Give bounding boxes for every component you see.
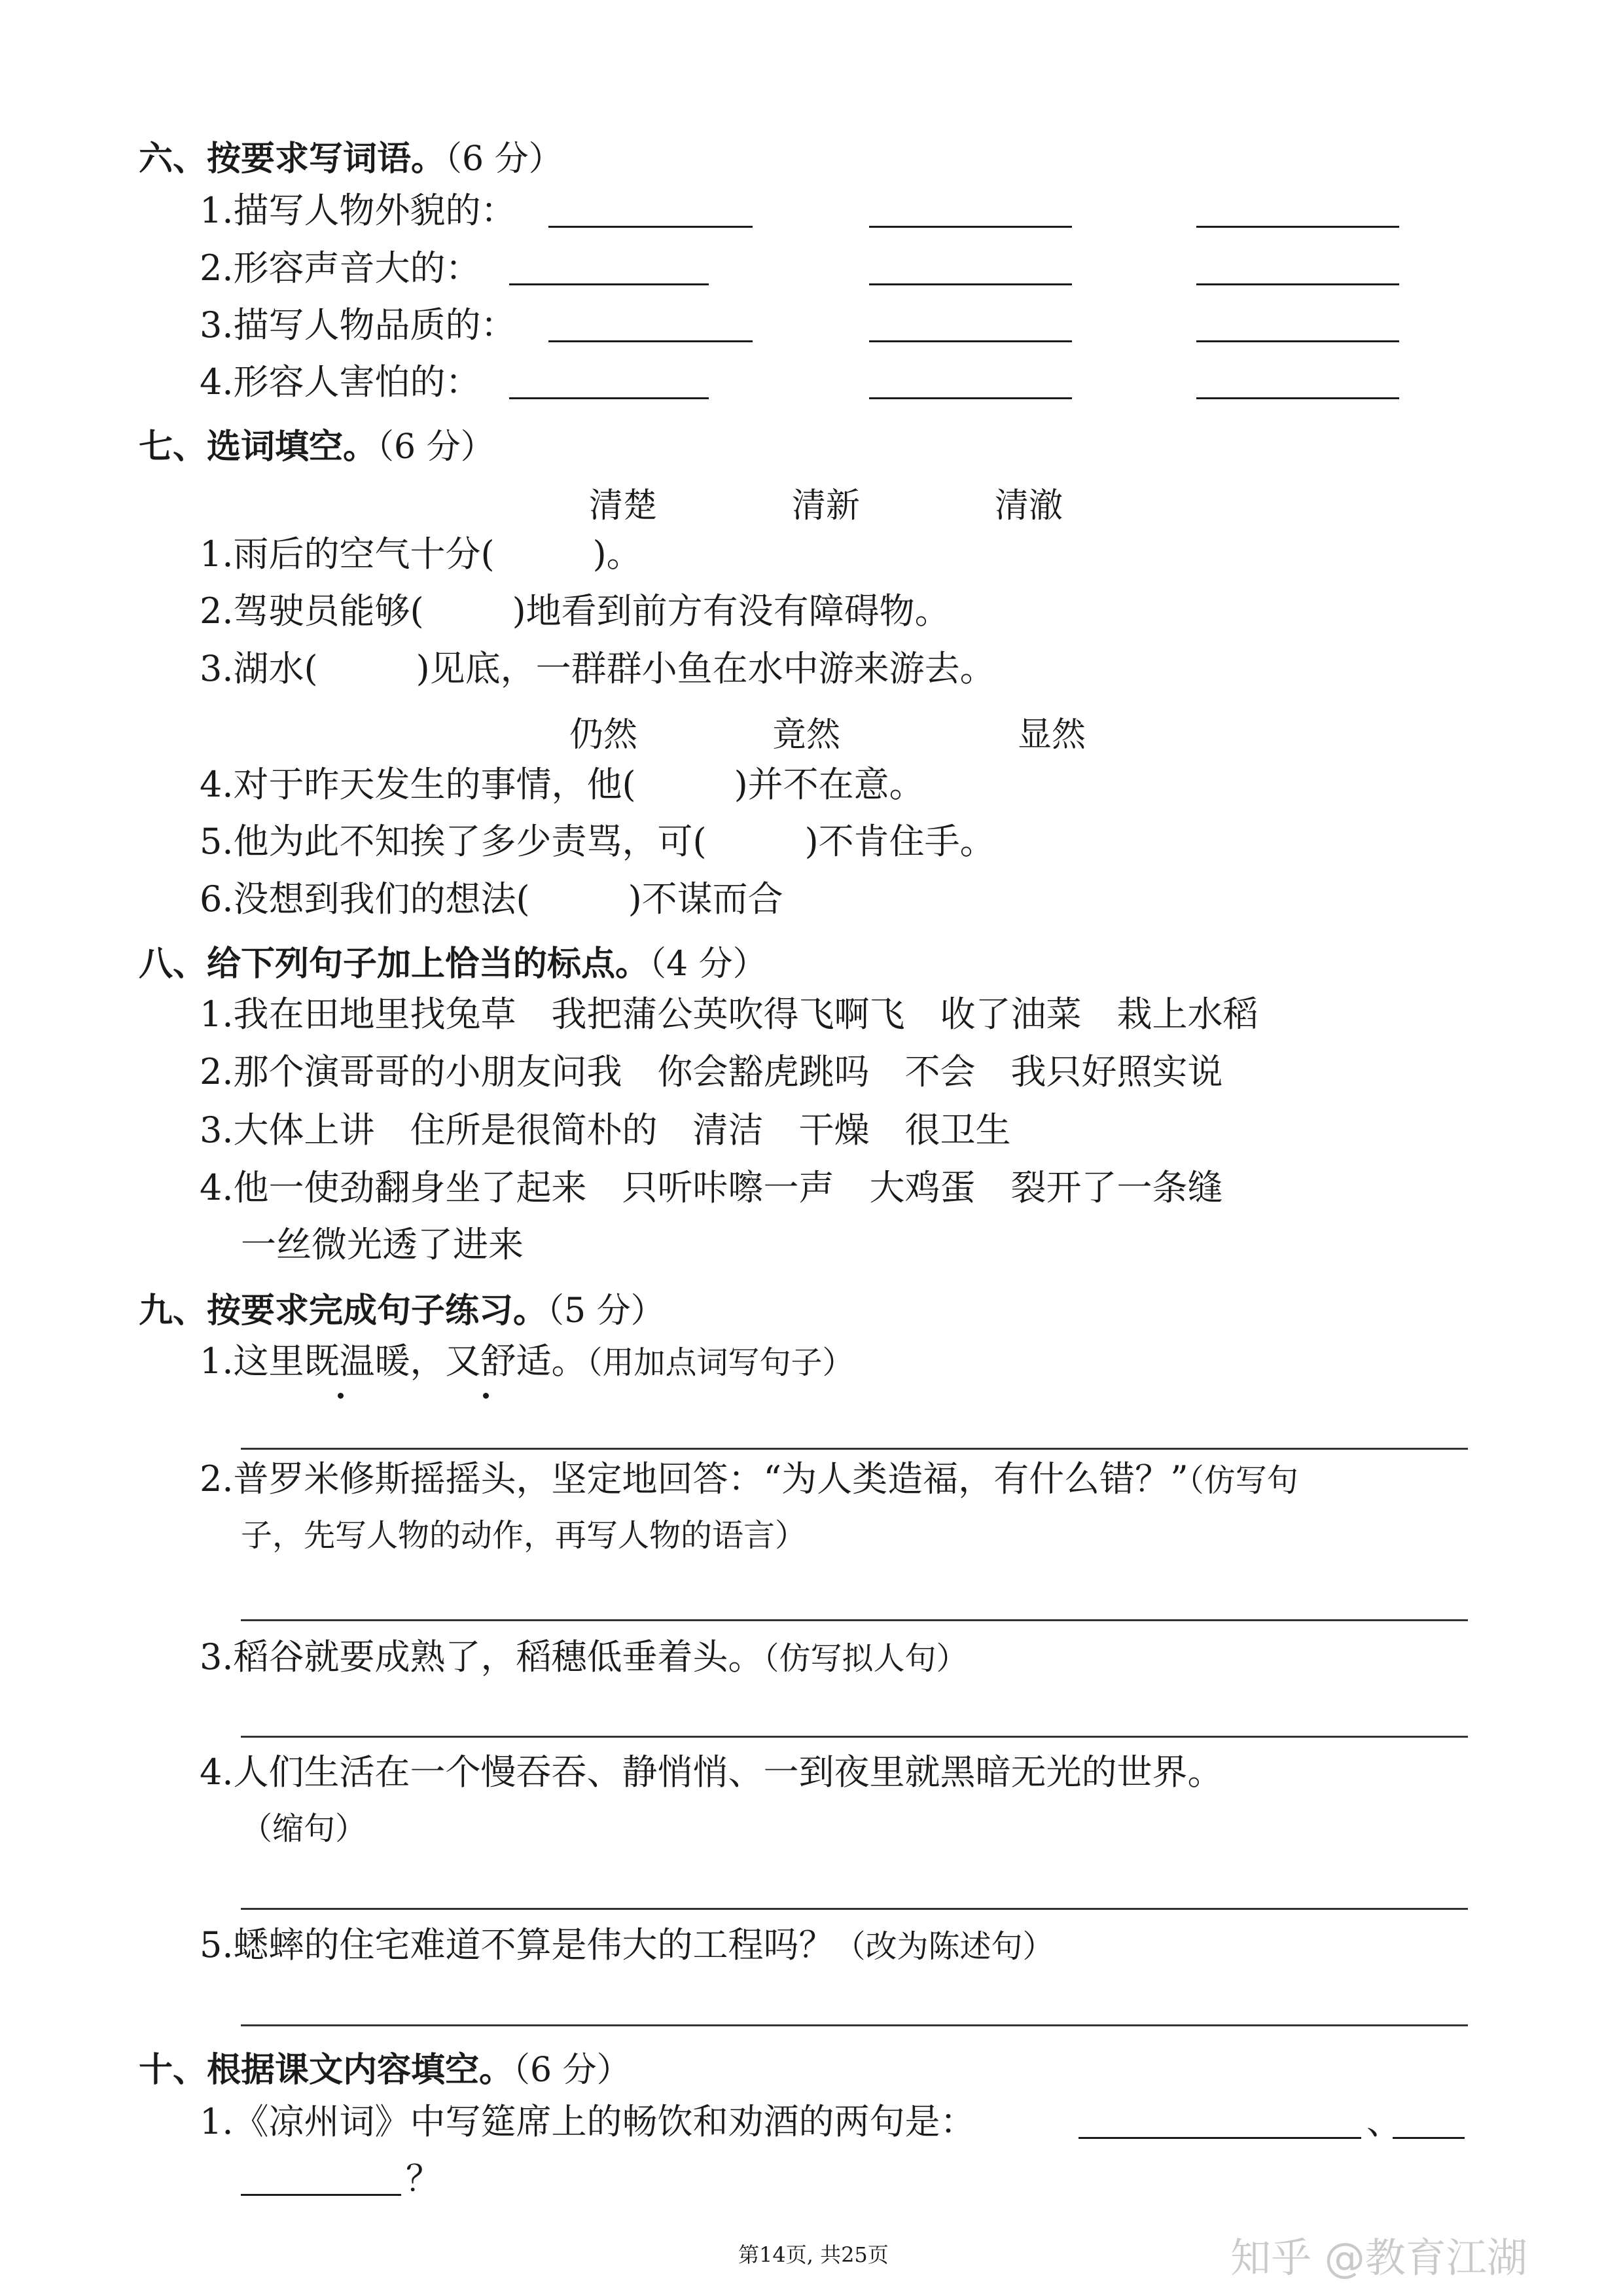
word-bank-2-item-3: 显然 bbox=[1018, 715, 1086, 755]
s6-item-4: 4.形容人害怕的： bbox=[200, 361, 481, 403]
s7-item-6-text: 6.没想到我们的想法( bbox=[200, 878, 530, 920]
section-9-points: （5 分） bbox=[547, 1291, 665, 1331]
section-7-title bbox=[139, 419, 495, 468]
s7-item-4-text: 4.对于昨天发生的事情，他( bbox=[200, 764, 636, 805]
s6-blank-3a[interactable] bbox=[548, 340, 753, 342]
section-6-points: （6 分） bbox=[445, 139, 563, 179]
s7-item-6-end: )不谋而合 bbox=[628, 878, 783, 920]
s9-q5-answer-line[interactable] bbox=[241, 2024, 1468, 2026]
section-9-heading: 九、按要求完成句子练习。 bbox=[139, 1291, 548, 1331]
s9-q3-hint: （仿写拟人句） bbox=[763, 1640, 968, 1677]
s6-blank-2c[interactable] bbox=[1196, 283, 1399, 285]
section-6-heading: 六、按要求写词语。 bbox=[139, 139, 446, 179]
s9-q5 bbox=[200, 1924, 1054, 1965]
word-bank-2-item-1: 仍然 bbox=[569, 715, 638, 755]
s8-item-4-continued: 一丝微光透了进来 bbox=[241, 1224, 524, 1265]
s9-q3 bbox=[200, 1636, 968, 1677]
emphasis-dot bbox=[338, 1393, 344, 1399]
section-10-title bbox=[139, 2042, 631, 2091]
s7-item-5-text: 5.他为此不知挨了多少责骂，可( bbox=[200, 821, 707, 862]
s7-item-5-end: )不肯住手。 bbox=[804, 821, 995, 862]
s8-item-3: 3.大体上讲 住所是很简朴的 清洁 干燥 很卫生 bbox=[200, 1109, 1011, 1151]
s7-item-1-end: )。 bbox=[592, 533, 642, 575]
section-10-heading: 十、根据课文内容填空。 bbox=[139, 2051, 514, 2090]
section-8-heading: 八、给下列句子加上恰当的标点。 bbox=[139, 944, 650, 984]
section-7-points: （6 分） bbox=[377, 427, 495, 467]
section-10-points: （6 分） bbox=[513, 2051, 631, 2090]
s10-separator: 、 bbox=[1366, 2101, 1402, 2142]
s9-q2-hint: （仿写句 bbox=[1188, 1462, 1298, 1499]
s9-q5-text: 5.蟋蟀的住宅难道不算是伟大的工程吗？ bbox=[200, 1924, 834, 1965]
section-7-heading: 七、选词填空。 bbox=[139, 427, 378, 467]
s7-item-2-end: )地看到前方有没有障碍物。 bbox=[512, 590, 950, 632]
s7-item-4 bbox=[200, 764, 925, 805]
s9-q5-hint: （改为陈述句） bbox=[834, 1928, 1054, 1965]
s7-item-3-text: 3.湖水( bbox=[200, 648, 318, 689]
s7-item-1-text: 1.雨后的空气十分( bbox=[200, 533, 495, 575]
s9-q1-hint: （用加点词写句子） bbox=[586, 1344, 854, 1381]
section-8-title bbox=[139, 936, 767, 985]
s8-item-1: 1.我在田地里找兔草 我把蒲公英吹得飞啊飞 收了油菜 栽上水稻 bbox=[200, 994, 1258, 1035]
s7-item-2 bbox=[200, 590, 950, 632]
s9-q2-continued: 子，先写人物的动作，再写人物的语言） bbox=[241, 1517, 807, 1554]
s7-item-2-text: 2.驾驶员能够( bbox=[200, 590, 424, 632]
s9-q1-text: 1.这里既温暖，又舒适。 bbox=[200, 1340, 587, 1382]
page-footer: 第14页, 共25页 bbox=[738, 2242, 889, 2267]
s6-item-3: 3.描写人物品质的： bbox=[200, 304, 516, 346]
word-bank-2-item-2: 竟然 bbox=[772, 715, 841, 755]
s7-item-4-end: )并不在意。 bbox=[734, 764, 925, 805]
emphasis-dot bbox=[483, 1393, 489, 1399]
s10-blank-2b[interactable] bbox=[241, 2194, 401, 2196]
s10-blank-2a[interactable] bbox=[1393, 2137, 1465, 2139]
s8-item-2: 2.那个演哥哥的小朋友问我 你会豁虎跳吗 不会 我只好照实说 bbox=[200, 1051, 1223, 1092]
s9-q4-continued: （缩句） bbox=[241, 1810, 367, 1847]
s7-item-1 bbox=[200, 533, 642, 575]
s6-item-2: 2.形容声音大的： bbox=[200, 247, 481, 289]
s10-q1: 1.《凉州词》中写筵席上的畅饮和劝酒的两句是： bbox=[200, 2101, 976, 2142]
s9-q2-answer-line[interactable] bbox=[241, 1619, 1468, 1621]
s6-blank-4a[interactable] bbox=[509, 397, 709, 399]
s10-blank-1[interactable] bbox=[1079, 2137, 1361, 2139]
watermark: 知乎 @教育江湖 bbox=[1230, 2234, 1527, 2282]
s7-item-6 bbox=[200, 878, 783, 920]
s8-item-4: 4.他一使劲翻身坐了起来 只听咔嚓一声 大鸡蛋 裂开了一条缝 bbox=[200, 1167, 1223, 1208]
s7-item-3 bbox=[200, 648, 995, 689]
s9-q2-text: 2.普罗米修斯摇摇头，坚定地回答：“为人类造福，有什么错？” bbox=[200, 1458, 1188, 1499]
s9-q1-answer-line[interactable] bbox=[241, 1448, 1468, 1450]
word-bank-1-item-3: 清澈 bbox=[995, 486, 1063, 526]
word-bank-1-item-2: 清新 bbox=[792, 486, 861, 526]
s6-blank-1a[interactable] bbox=[548, 226, 753, 228]
s7-item-5 bbox=[200, 821, 995, 862]
s6-item-1: 1.描写人物外貌的： bbox=[200, 190, 516, 231]
s6-blank-3b[interactable] bbox=[869, 340, 1072, 342]
s6-blank-4c[interactable] bbox=[1196, 397, 1399, 399]
s7-item-3-end: )见底，一群群小鱼在水中游来游去。 bbox=[416, 648, 995, 689]
section-8-points: （4 分） bbox=[649, 944, 767, 984]
s9-q1 bbox=[200, 1340, 854, 1382]
s9-q2 bbox=[200, 1458, 1298, 1499]
word-bank-1-item-1: 清楚 bbox=[589, 486, 658, 526]
s6-blank-1b[interactable] bbox=[869, 226, 1072, 228]
s6-blank-1c[interactable] bbox=[1196, 226, 1399, 228]
s6-blank-4b[interactable] bbox=[869, 397, 1072, 399]
s6-blank-2b[interactable] bbox=[869, 283, 1072, 285]
section-6-title bbox=[139, 131, 563, 180]
s9-q4-answer-line[interactable] bbox=[241, 1908, 1468, 1910]
s9-q4: 4.人们生活在一个慢吞吞、静悄悄、一到夜里就黑暗无光的世界。 bbox=[200, 1751, 1223, 1793]
s6-blank-2a[interactable] bbox=[509, 283, 709, 285]
s9-q3-text: 3.稻谷就要成熟了，稻穗低垂着头。 bbox=[200, 1636, 764, 1677]
section-9-title bbox=[139, 1283, 665, 1332]
s6-blank-3c[interactable] bbox=[1196, 340, 1399, 342]
s10-end-mark: ？ bbox=[406, 2158, 441, 2199]
s9-q3-answer-line[interactable] bbox=[241, 1736, 1468, 1738]
